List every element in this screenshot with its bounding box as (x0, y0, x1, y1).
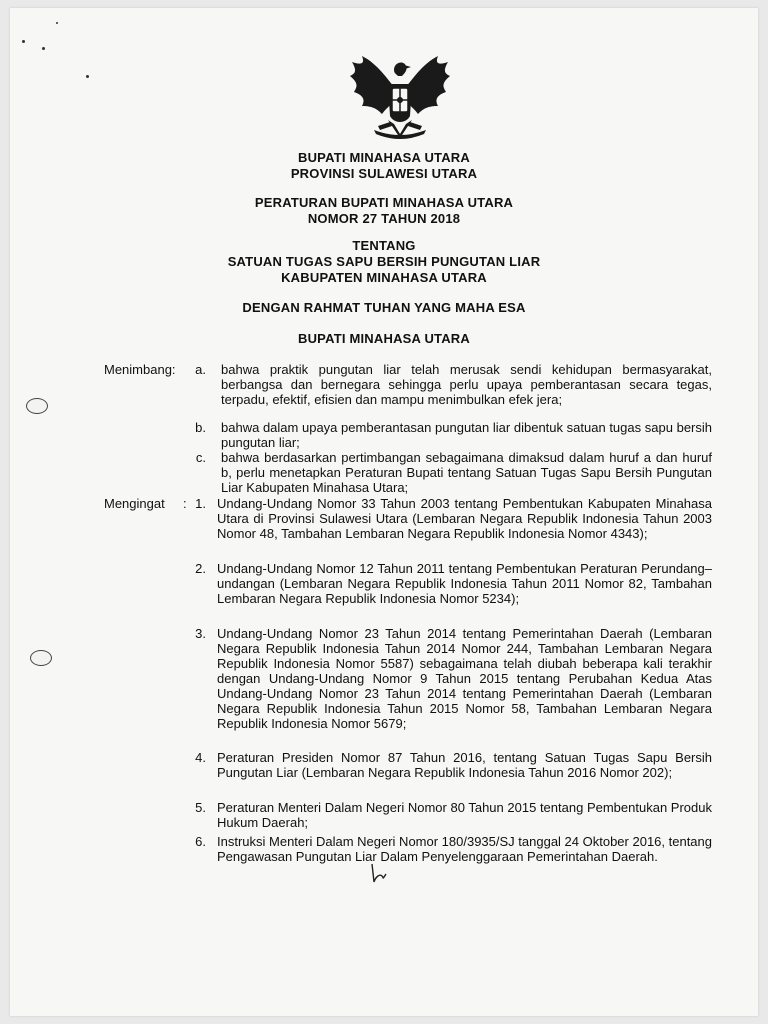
menimbang-marker-a: a. (195, 362, 206, 377)
header-block (0, 150, 768, 182)
subject-block (0, 238, 768, 286)
mengingat-marker-4: 4. (195, 750, 206, 765)
subject-tentang: TENTANG (352, 238, 416, 253)
mengingat-label: Mengingat (104, 496, 165, 511)
regulation-block (0, 195, 768, 227)
menimbang-marker-b: b. (195, 420, 206, 435)
menimbang-label: Menimbang: (104, 362, 176, 377)
scan-speck (86, 75, 89, 78)
mengingat-item-2: Undang-Undang Nomor 12 Tahun 2011 tentang Pembentukan Peraturan Perundang–undangan (Lembaran Negara Republik Indonesia Tahun 2011 Nomor 82, Tambahan Lembaran Negara Republik Indonesia Nomor 5234); (217, 561, 712, 606)
mengingat-marker-2: 2. (195, 561, 206, 576)
subject-line-2: KABUPATEN MINAHASA UTARA (281, 270, 487, 285)
punch-hole-icon (26, 398, 48, 414)
menimbang-item-b: bahwa dalam upaya pemberantasan pungutan liar dibentuk satuan tugas sapu bersih pungutan liar; (221, 420, 712, 450)
scan-speck (42, 47, 45, 50)
mengingat-item-1: Undang-Undang Nomor 33 Tahun 2003 tentang Pembentukan Kabupaten Minahasa Utara di Provinsi Sulawesi Utara (Lembaran Negara Republik Indonesia Tahun 2003 Nomor 48, Tambahan Lembaran Negara Republik Indonesia Nomor 4343); (217, 496, 712, 541)
header-line-2: PROVINSI SULAWESI UTARA (290, 166, 478, 181)
regulation-title: PERATURAN BUPATI MINAHASA UTARA (254, 195, 514, 210)
mengingat-marker-3: 3. (195, 626, 206, 641)
mengingat-item-5: Peraturan Menteri Dalam Negeri Nomor 80 Tahun 2015 tentang Pembentukan Produk Hukum Daerah; (217, 800, 712, 830)
scan-speck (22, 40, 25, 43)
handwritten-initial-icon (368, 862, 390, 886)
regulation-number: NOMOR 27 TAHUN 2018 (307, 211, 461, 226)
punch-hole-icon (30, 650, 52, 666)
mengingat-item-3: Undang-Undang Nomor 23 Tahun 2014 tentang Pemerintahan Daerah (Lembaran Negara Republik Indonesia Tahun 2014 Nomor 244, Tambahan Lembaran Negara Republik Indonesia Nomor 5587) sebagaimana telah diubah beberapa kali terakhir dengan Undang-Undang Nomor 9 Tahun 2015 tentang Perubahan Kedua Atas Undang-Undang Nomor 23 Tahun 2014 tentang Pemerintahan Daerah (Lembaran Negara Republik Indonesia Tahun 2015 Nomor 58, Tambahan Lembaran Negara Republik Indonesia Nomor 5679; (217, 626, 712, 731)
menimbang-item-c: bahwa berdasarkan pertimbangan sebagaimana dimaksud dalam huruf a dan huruf b, perlu menetapkan Peraturan Bupati tentang Satuan Tugas Sapu Bersih Pungutan Liar Kabupaten Minahasa Utara; (221, 450, 712, 495)
mengingat-item-4: Peraturan Presiden Nomor 87 Tahun 2016, tentang Satuan Tugas Sapu Bersih Pungutan Liar (Lembaran Negara Republik Indonesia Tahun 2016 Nomor 202); (217, 750, 712, 780)
garuda-emblem-icon (348, 50, 452, 140)
menimbang-marker-c: c. (195, 450, 206, 465)
mengingat-marker-5: 5. (195, 800, 206, 815)
scan-speck (56, 22, 58, 24)
mengingat-colon: : (183, 496, 187, 511)
mengingat-marker-6: 6. (195, 834, 206, 849)
bupati-line: BUPATI MINAHASA UTARA (298, 331, 470, 346)
menimbang-item-a: bahwa praktik pungutan liar telah merusak sendi kehidupan bermasyarakat, berbangsa dan bernegara sehingga perlu upaya pemberantasan secara tegas, terpadu, efektif, efisien dan mampu menimbulkan efek jera; (221, 362, 712, 407)
rahmat-line: DENGAN RAHMAT TUHAN YANG MAHA ESA (242, 300, 526, 315)
header-line-1: BUPATI MINAHASA UTARA (298, 150, 470, 165)
mengingat-item-6: Instruksi Menteri Dalam Negeri Nomor 180/3935/SJ tanggal 24 Oktober 2016, tentang Pengawasan Pungutan Liar Dalam Penyelenggaraan Pemerintahan Daerah. (217, 834, 712, 864)
subject-line-1: SATUAN TUGAS SAPU BERSIH PUNGUTAN LIAR (227, 254, 541, 269)
mengingat-marker-1: 1. (195, 496, 206, 511)
